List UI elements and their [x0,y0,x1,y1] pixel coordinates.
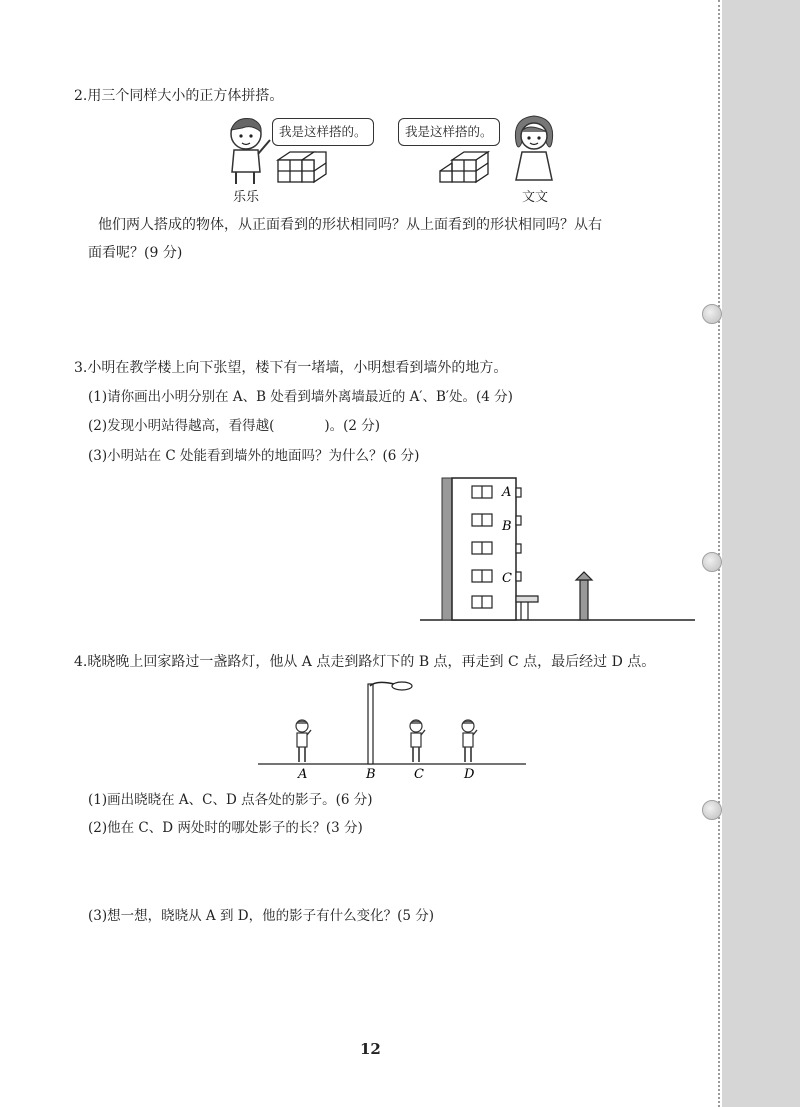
building-diagram [420,472,700,624]
page-number: 12 [360,1040,381,1058]
q3-sub3: (3)小明站在 C 处能看到墙外的地面吗？为什么？(6 分) [88,448,420,464]
person-D [462,720,477,762]
q4-sub1: (1)画出晓晓在 A、C、D 点各处的影子。(6 分) [88,792,373,808]
q2-text-line2: 面看呢？(9 分) [88,245,183,261]
entrance-canopy [516,596,538,602]
binding-hole-3 [702,800,722,820]
cube-stack-right [432,148,492,190]
name-left: 乐乐 [233,190,260,205]
answer-blank[interactable] [274,429,324,430]
label-A: A [298,767,308,782]
q4-title: 4.晓晓晚上回家路过一盏路灯，他从 A 点走到路灯下的 B 点，再走到 C 点，最后经过 D 点。 [74,654,656,670]
q2-text-line1: 他们两人搭成的物体，从正面看到的形状相同吗？从上面看到的形状相同吗？从右 [98,217,602,233]
q3-sub2-prefix: (2)发现小明站得越高，看得越( [88,418,275,434]
lamp-post [368,684,373,764]
lamp-head [392,682,412,690]
wall [580,580,588,620]
speech-bubble-left: 我是这样搭的。 [272,118,374,146]
streetlight-diagram [258,676,528,784]
label-B: B [502,519,512,534]
binding-hole-2 [702,552,722,572]
speech-bubble-right: 我是这样搭的。 [398,118,500,146]
q4-sub2: (2)他在 C、D 两处时的哪处影子的长？(3 分) [88,820,363,836]
person-A [296,720,311,762]
label-C: C [502,571,512,586]
name-right: 文文 [522,190,549,205]
q3-sub2-suffix: )。(2 分) [324,418,381,434]
binding-margin [722,0,800,1107]
wall-top [576,572,592,580]
building-side [442,478,452,620]
person-C [410,720,425,762]
q3-sub2 [88,416,380,436]
label-A: A [502,485,512,500]
q2-title: 2.用三个同样大小的正方体拼搭。 [74,88,284,104]
binding-hole-1 [702,304,722,324]
q3-sub1: (1)请你画出小明分别在 A、B 处看到墙外离墙最近的 A′、B′处。(4 分) [88,389,513,405]
girl-figure [506,112,562,186]
label-B: B [366,767,376,782]
label-D: D [464,767,475,782]
cube-stack-left [270,148,330,190]
boy-figure [222,114,276,186]
q4-sub3: (3)想一想，晓晓从 A 到 D，他的影子有什么变化？(5 分) [88,908,434,924]
label-C: C [414,767,424,782]
q3-title: 3.小明在教学楼上向下张望，楼下有一堵墙，小明想看到墙外的地方。 [74,360,508,376]
